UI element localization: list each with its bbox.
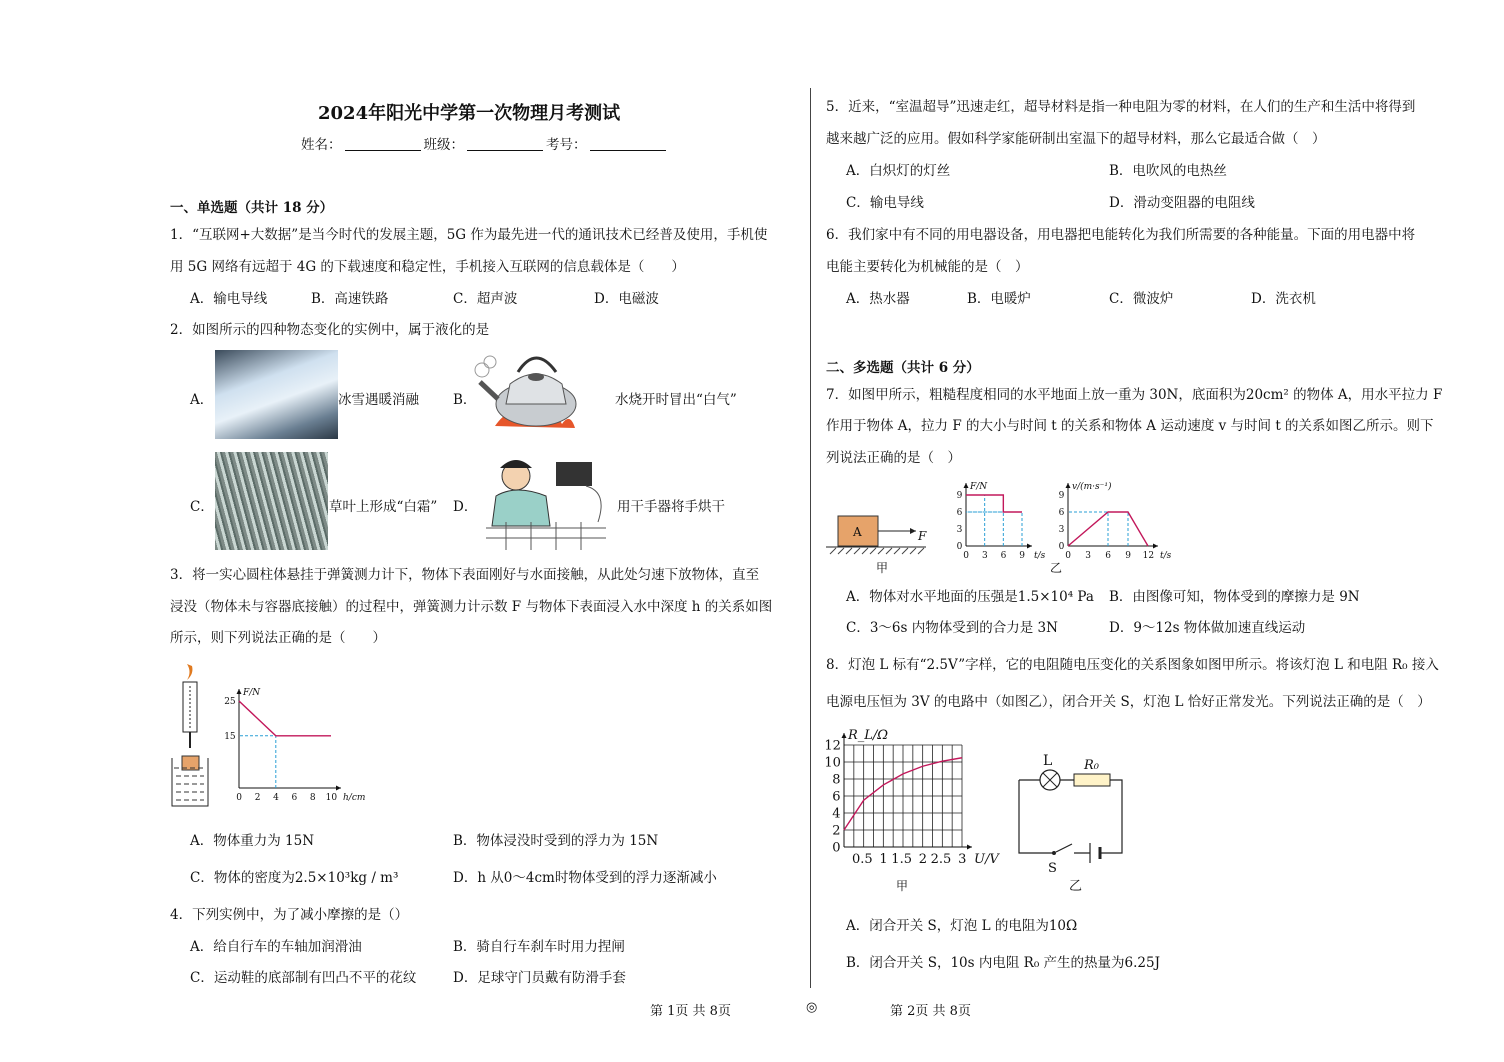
- student-info-row: [301, 133, 669, 153]
- q8-resistance-voltage-chart: [826, 720, 1006, 895]
- q7-block-diagram: [826, 510, 936, 576]
- x-axis-label: U/V: [974, 852, 999, 867]
- x-tick-label: 3: [1085, 551, 1092, 561]
- name-label: 姓名：: [301, 137, 342, 153]
- x-tick-label: 12: [1142, 551, 1155, 561]
- y-tick-label: 0: [1058, 542, 1065, 553]
- q7-force-time-chart: [948, 476, 1048, 560]
- x-axis-arrow: [336, 786, 341, 791]
- column-divider: [810, 88, 811, 988]
- q7-option-a[interactable]: A．物体对水平地面的压强是1.5×10⁴ Pa: [846, 589, 1094, 605]
- x-tick-label: 2: [918, 852, 928, 867]
- q1-line1: 1．“互联网+大数据”是当今时代的发展主题，5G 作为最先进一代的通讯技术已经普及使用，手机使: [170, 227, 768, 243]
- q6-option-b[interactable]: B．电暖炉: [967, 291, 1031, 307]
- q8-fig-yi-label: 乙: [1069, 879, 1083, 894]
- x-tick-label: 2.5: [930, 852, 952, 867]
- q6-option-d[interactable]: D．洗衣机: [1251, 291, 1316, 307]
- x-tick-label: 0: [236, 793, 243, 803]
- x-axis-arrow: [1027, 544, 1032, 549]
- q5-option-a[interactable]: A．白炽灯的灯丝: [846, 163, 951, 179]
- q3-force-depth-chart: [215, 678, 380, 810]
- y-tick-label: 3: [1058, 525, 1065, 536]
- guide-line: [239, 736, 276, 788]
- figure-caption: 乙: [1050, 561, 1063, 575]
- q3-line1: 3．将一实心圆柱体悬挂于弹簧测力计下，物体下表面刚好与水面接触，从此处匀速下放物体，直至: [170, 567, 760, 583]
- q1-option-c[interactable]: C．超声波: [453, 291, 518, 307]
- x-tick-label: 6: [1000, 551, 1007, 561]
- id-field[interactable]: [590, 137, 666, 151]
- q4-option-d[interactable]: D．足球守门员戴有防滑手套: [453, 970, 626, 986]
- q1-line2: 用 5G 网络有远超于 4G 的下载速度和稳定性，手机接入互联网的信息载体是（ ）: [170, 259, 685, 275]
- y-tick-label: 9: [956, 491, 963, 502]
- section-multi-choice: 二、多选题（共计 6 分）: [826, 360, 980, 376]
- y-tick-label: 4: [832, 806, 841, 822]
- q2-option-c[interactable]: C．: [190, 499, 214, 515]
- q2-caption-d: 用干手器将手烘干: [617, 499, 725, 515]
- y-axis-arrow: [1066, 483, 1071, 488]
- x-tick-label: 9: [1019, 551, 1026, 561]
- x-tick-label: 3: [958, 852, 967, 867]
- q1-option-a[interactable]: A．输电导线: [190, 291, 268, 307]
- x-axis-label: t/s: [1160, 551, 1172, 561]
- q6-option-c[interactable]: C．微波炉: [1109, 291, 1174, 307]
- frost-grass-image: [215, 452, 328, 550]
- q5-option-d[interactable]: D．滑动变阻器的电阻线: [1109, 195, 1255, 211]
- x-axis-arrow: [1153, 544, 1158, 549]
- q3-option-a[interactable]: A．物体重力为 15N: [190, 833, 315, 849]
- y-tick-label: 0: [832, 840, 841, 856]
- class-label: 班级：: [423, 137, 464, 153]
- x-tick-label: 0: [963, 551, 970, 561]
- page-number-1: 第 1页 共 8页: [650, 1004, 731, 1019]
- resistor-label: R₀: [1084, 758, 1099, 773]
- q4-option-b[interactable]: B．骑自行车刹车时用力捏闸: [453, 939, 625, 955]
- x-tick-label: 6: [291, 793, 298, 803]
- q8-option-a[interactable]: A．闭合开关 S，灯泡 L 的电阻为10Ω: [846, 918, 1078, 934]
- q8-option-b[interactable]: B．闭合开关 S，10s 内电阻 R₀ 产生的热量为6.25J: [846, 955, 1160, 971]
- x-tick-label: 9: [1125, 551, 1132, 561]
- x-tick-label: 10: [325, 793, 338, 803]
- y-axis-label: v/(m·s⁻¹): [1072, 482, 1112, 492]
- x-tick-label: 4: [273, 793, 279, 803]
- q7-line1: 7．如图甲所示，粗糙程度相同的水平地面上放一重为 30N，底面积为20cm² 的物体 A，用水平拉力 F: [826, 387, 1443, 403]
- q8-circuit-diagram: [1012, 753, 1132, 894]
- switch-label: S: [1048, 861, 1057, 876]
- q2-stem: 2．如图所示的四种物态变化的实例中，属于液化的是: [170, 322, 490, 338]
- y-axis-label: R_L/Ω: [848, 728, 889, 743]
- force-label: F: [918, 529, 927, 543]
- q5-line1: 5．近来，“室温超导”迅速走红，超导材料是指一种电阻为零的材料，在人们的生产和生活中将得到: [826, 99, 1416, 115]
- x-axis-label: h/cm: [343, 793, 366, 803]
- q5-option-c[interactable]: C．输电导线: [846, 195, 924, 211]
- y-tick-label: 6: [956, 508, 963, 519]
- boiling-kettle-image: [470, 344, 595, 444]
- id-label: 考号：: [546, 137, 587, 153]
- y-axis-label: F/N: [970, 482, 988, 492]
- class-field[interactable]: [467, 137, 543, 151]
- y-tick-label: 10: [824, 755, 841, 771]
- x-tick-label: 2: [254, 793, 261, 803]
- q8-line2: 电源电压恒为 3V 的电路中（如图乙），闭合开关 S，灯泡 L 恰好正常发光。下列说法正确的是（ ）: [826, 694, 1431, 710]
- y-axis-label: F/N: [243, 688, 261, 698]
- q6-line1: 6．我们家中有不同的用电器设备，用电器把电能转化为我们所需要的各种能量。下面的用电器中将: [826, 227, 1416, 243]
- y-tick-label: 25: [224, 697, 236, 708]
- q6-option-a[interactable]: A．热水器: [846, 291, 910, 307]
- q7-line3: 列说法正确的是（ ）: [826, 450, 961, 466]
- center-mark: ◎: [806, 1000, 818, 1015]
- melting-snow-image: [215, 350, 338, 439]
- q5-option-b[interactable]: B．电吹风的电热丝: [1109, 163, 1227, 179]
- section-single-choice: 一、单选题（共计 18 分）: [170, 200, 334, 216]
- y-tick-label: 6: [832, 789, 841, 805]
- q3-option-b[interactable]: B．物体浸没时受到的浮力为 15N: [453, 833, 659, 849]
- x-axis-arrow: [967, 845, 972, 850]
- name-field[interactable]: [345, 137, 421, 151]
- q7-velocity-time-chart: [1050, 476, 1190, 576]
- guide-line: [966, 512, 1022, 546]
- q7-option-c[interactable]: C．3～6s 内物体受到的合力是 3N: [846, 620, 1058, 636]
- spring-scale-apparatus: [170, 662, 210, 808]
- data-line: [239, 701, 331, 736]
- page-number-2: 第 2页 共 8页: [890, 1004, 971, 1019]
- y-tick-label: 0: [956, 542, 963, 553]
- q3-option-c[interactable]: C．物体的密度为2.5×10³kg / m³: [190, 870, 399, 886]
- y-tick-label: 6: [1058, 508, 1065, 519]
- switch-symbol: [1056, 844, 1072, 852]
- q1-option-d[interactable]: D．电磁波: [594, 291, 659, 307]
- x-tick-label: 8: [309, 793, 316, 803]
- q6-line2: 电能主要转化为机械能的是（ ）: [826, 259, 1029, 275]
- q7-line2: 作用于物体 A，拉力 F 的大小与时间 t 的关系和物体 A 运动速度 v 与时间 t 的关系如图乙所示。则下: [826, 418, 1434, 434]
- y-axis-arrow: [842, 733, 847, 738]
- q8-line1: 8．灯泡 L 标有“2.5V”字样，它的电阻随电压变化的关系图象如图甲所示。将该灯泡 L 和电阻 R₀ 接入: [826, 657, 1439, 673]
- lamp-label: L: [1043, 753, 1053, 769]
- q1-option-b[interactable]: B．高速铁路: [311, 291, 389, 307]
- q7-option-b[interactable]: B．由图像可知，物体受到的摩擦力是 9N: [1109, 589, 1360, 605]
- q2-caption-b: 水烧开时冒出“白气”: [615, 392, 737, 408]
- q3-line3: 所示，则下列说法正确的是（ ）: [170, 630, 386, 646]
- q2-caption-a: 冰雪遇暖消融: [338, 392, 419, 408]
- y-axis-arrow: [964, 483, 969, 488]
- q5-line2: 越来越广泛的应用。假如科学家能研制出室温下的超导材料，那么它最适合做（ ）: [826, 131, 1326, 147]
- q4-option-a[interactable]: A．给自行车的车轴加润滑油: [190, 939, 362, 955]
- q2-option-b[interactable]: B．: [453, 392, 477, 408]
- y-tick-label: 12: [824, 738, 841, 754]
- page-title: 2024年阳光中学第一次物理月考测试: [318, 103, 621, 124]
- q2-caption-c: 草叶上形成“白霜”: [329, 499, 438, 515]
- hand-dryer-image: [486, 456, 614, 550]
- q3-option-d[interactable]: D．h 从0～4cm时物体受到的浮力逐渐减小: [453, 870, 717, 886]
- y-tick-label: 15: [224, 731, 236, 742]
- q3-line2: 浸没（物体未与容器底接触）的过程中，弹簧测力计示数 F 与物体下表面浸入水中深度 h 的关系如图: [170, 599, 773, 615]
- q2-option-d[interactable]: D．: [453, 499, 478, 515]
- x-tick-label: 0: [1065, 551, 1072, 561]
- q4-option-c[interactable]: C．运动鞋的底部制有凹凸不平的花纹: [190, 970, 417, 986]
- fig-jia-label: 甲: [876, 561, 889, 575]
- y-tick-label: 2: [832, 823, 841, 839]
- x-tick-label: 1.5: [891, 852, 912, 867]
- x-tick-label: 6: [1105, 551, 1112, 561]
- q7-option-d[interactable]: D．9～12s 物体做加速直线运动: [1109, 620, 1306, 636]
- x-tick-label: 0.5: [851, 852, 873, 867]
- q4-stem: 4．下列实例中，为了减小摩擦的是（）: [170, 907, 409, 923]
- y-tick-label: 9: [1058, 491, 1065, 502]
- x-tick-label: 1: [879, 852, 888, 867]
- guide-line: [1068, 512, 1128, 546]
- resistor-symbol: [1074, 774, 1110, 786]
- q2-option-a[interactable]: A．: [190, 392, 214, 408]
- data-line: [966, 495, 1022, 512]
- y-tick-label: 8: [832, 772, 841, 788]
- figure-caption: 甲: [896, 879, 909, 893]
- x-tick-label: 3: [981, 551, 988, 561]
- guide-line: [966, 495, 985, 546]
- x-axis-label: t/s: [1034, 551, 1046, 561]
- y-tick-label: 3: [956, 525, 963, 536]
- y-axis-arrow: [237, 689, 242, 694]
- block-label: A: [853, 525, 862, 539]
